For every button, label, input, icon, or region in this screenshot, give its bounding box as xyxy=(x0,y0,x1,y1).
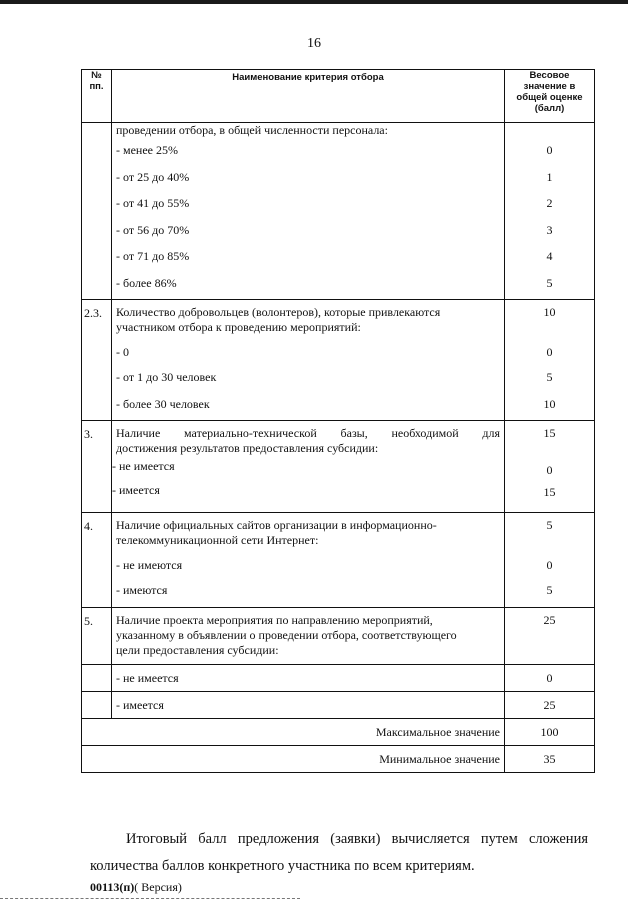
criterion-cell xyxy=(112,513,505,608)
header-weight xyxy=(505,70,595,123)
row-number-empty xyxy=(82,692,112,719)
option-text: - имеется xyxy=(112,692,505,719)
criterion-max-score: 15 xyxy=(543,426,556,440)
page-number: 16 xyxy=(307,36,321,51)
score-value: 0 xyxy=(505,665,595,692)
score-value: 3 xyxy=(546,222,553,237)
table-row-project-option-yes xyxy=(82,692,595,719)
header-weight-line-1: Весовое xyxy=(529,70,570,81)
final-score-paragraph: Итоговый балл предложения (заявки) вычисляется путем сложения количества баллов конкретного участника по всем критериям. xyxy=(90,831,588,874)
criterion-title-line: участником отбора к проведению мероприятий: xyxy=(116,320,361,334)
score-value xyxy=(505,123,594,140)
score-value: 0 xyxy=(546,143,553,157)
score-value: 0 xyxy=(546,463,553,477)
criterion-cell xyxy=(112,421,505,513)
minimum-label: Минимальное значение xyxy=(82,746,505,773)
header-number-line-1: № xyxy=(91,70,102,81)
criteria-table xyxy=(81,69,595,773)
row-number: 5. xyxy=(82,608,112,665)
criterion-title-line: цели предоставления субсидии: xyxy=(116,643,279,657)
document-code-number: 00113(п) xyxy=(90,880,135,894)
option-text: - более 30 человек xyxy=(116,396,210,411)
option-text: - более 86% xyxy=(116,275,177,290)
option-text: - 0 xyxy=(116,345,129,359)
criterion-title-line: Наличие проекта мероприятия по направлению мероприятий, xyxy=(116,613,433,627)
criterion-text: проведении отбора, в общей численности персонала: xyxy=(116,123,388,137)
row-number-empty xyxy=(82,123,112,300)
score-value: 0 xyxy=(546,345,553,359)
option-text: - не имеется xyxy=(112,459,175,473)
table-row-project-option-no xyxy=(82,665,595,692)
score-value: 2 xyxy=(546,196,553,210)
table-row-material-base xyxy=(82,421,595,513)
option-text: - от 41 до 55% xyxy=(116,196,190,210)
score-value: 15 xyxy=(543,485,556,499)
score-value: 25 xyxy=(505,692,595,719)
option-text: - имеются xyxy=(116,583,168,597)
score-value: 5 xyxy=(546,583,553,597)
table-row-staff-share xyxy=(82,123,595,300)
table-row-websites xyxy=(82,513,595,608)
score-value: 10 xyxy=(543,396,556,411)
header-weight-line-4: (балл) xyxy=(534,103,565,114)
option-text: - имеется xyxy=(112,483,160,497)
table-row-project xyxy=(82,608,595,665)
table-row-minimum xyxy=(82,746,595,773)
criterion-title-line: телекоммуникационной сети Интернет: xyxy=(116,533,319,547)
table-row-maximum xyxy=(82,719,595,746)
row-number-empty xyxy=(82,665,112,692)
criterion-max-score: 10 xyxy=(543,305,556,319)
option-text: - не имеется xyxy=(112,665,505,692)
score-cell xyxy=(505,123,595,300)
maximum-label: Максимальное значение xyxy=(82,719,505,746)
score-cell xyxy=(505,300,595,421)
option-text: - от 25 до 40% xyxy=(116,169,190,184)
document-code-version: ( Версия) xyxy=(134,880,182,894)
maximum-value: 100 xyxy=(505,719,595,746)
minimum-value: 35 xyxy=(505,746,595,773)
score-cell xyxy=(505,421,595,513)
criterion-title-line: Наличие материально-технической базы, необходимой для xyxy=(116,426,500,440)
score-value: 4 xyxy=(546,249,553,263)
criterion-title-line: указанному в объявлении о проведении отбора, соответствующего xyxy=(116,628,457,642)
score-value: 5 xyxy=(546,370,553,384)
row-number: 2.3. xyxy=(82,300,112,421)
header-weight-line-2: значение в xyxy=(523,81,576,92)
option-text: - менее 25% xyxy=(116,143,178,157)
score-cell xyxy=(505,608,595,665)
option-text: - от 56 до 70% xyxy=(116,222,190,237)
option-text: - от 1 до 30 человек xyxy=(116,370,217,384)
criterion-title-line: достижения результатов предоставления субсидии: xyxy=(116,441,379,455)
header-weight-line-3: общей оценке xyxy=(516,92,583,103)
option-text: - от 71 до 85% xyxy=(116,249,190,263)
scan-edge-bottom xyxy=(0,898,300,900)
scan-edge-top xyxy=(0,0,628,4)
criterion-cell xyxy=(112,123,505,300)
score-value: 0 xyxy=(546,558,553,572)
criterion-cell xyxy=(112,300,505,421)
score-cell xyxy=(505,513,595,608)
option-text: - не имеются xyxy=(116,558,183,572)
score-value: 1 xyxy=(546,169,553,184)
criterion-cell xyxy=(112,608,505,665)
header-number xyxy=(82,70,112,123)
document-code xyxy=(90,880,182,895)
score-value: 5 xyxy=(546,275,553,290)
criterion-title-line: Количество добровольцев (волонтеров), которые привлекаются xyxy=(116,305,441,319)
criterion-title-line: Наличие официальных сайтов организации в информационно- xyxy=(116,518,437,532)
table-row-volunteers xyxy=(82,300,595,421)
criterion-max-score: 25 xyxy=(543,613,556,627)
row-number: 4. xyxy=(82,513,112,608)
header-number-line-2: пп. xyxy=(89,81,104,92)
table-header-row xyxy=(82,70,595,123)
header-criterion-name: Наименование критерия отбора xyxy=(112,70,505,123)
row-number: 3. xyxy=(82,421,112,513)
criterion-max-score: 5 xyxy=(546,518,553,532)
